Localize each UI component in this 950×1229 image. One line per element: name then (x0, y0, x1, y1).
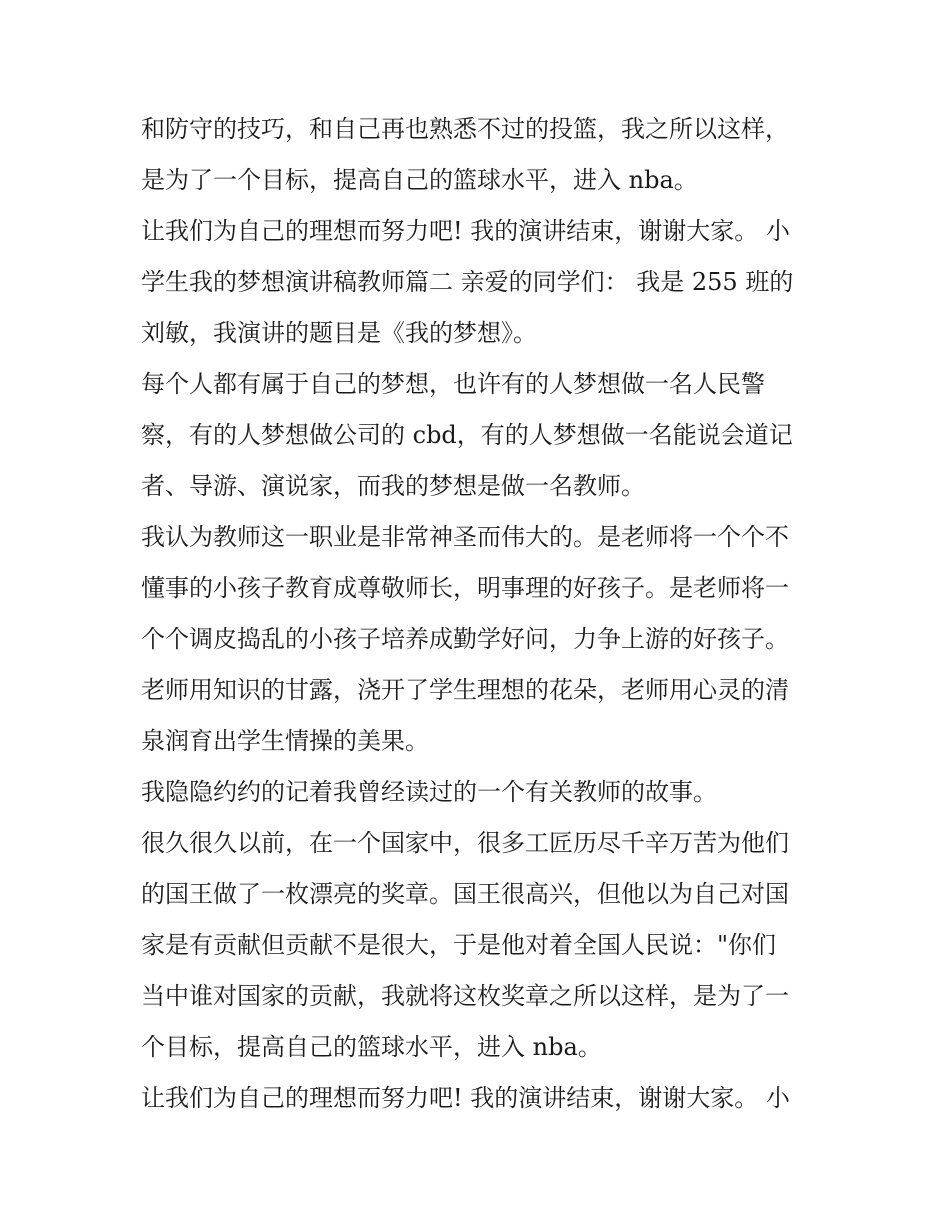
text-line: 懂事的小孩子教育成尊敬师长，明事理的好孩子。是老师将一 (141, 574, 789, 602)
text-line: 我认为教师这一职业是非常神圣而伟大的。是老师将一个个不 (141, 523, 789, 551)
text-line: 是为了一个目标，提高自己的篮球水平，进入 nba。 (141, 166, 698, 194)
text-line: 让我们为自己的理想而努力吧! 我的演讲结束，谢谢大家。 小 (141, 217, 790, 245)
body-text (141, 104, 821, 1124)
text-line: 的国王做了一枚漂亮的奖章。国王很高兴，但他以为自己对国 (141, 880, 789, 908)
text-line: 让我们为自己的理想而努力吧! 我的演讲结束，谢谢大家。 小 (141, 1084, 790, 1112)
text-line: 察，有的人梦想做公司的 cbd，有的人梦想做一名能说会道记 (141, 421, 793, 449)
text-line: 学生我的梦想演讲稿教师篇二 亲爱的同学们： 我是 255 班的 (141, 268, 794, 296)
text-line: 个个调皮捣乱的小孩子培养成勤学好问，力争上游的好孩子。 (141, 625, 789, 653)
text-line: 者、导游、演说家，而我的梦想是做一名教师。 (141, 472, 645, 500)
text-line: 和防守的技巧，和自己再也熟悉不过的投篮，我之所以这样， (141, 115, 789, 143)
text-line: 老师用知识的甘露，浇开了学生理想的花朵，老师用心灵的清 (141, 676, 789, 704)
text-line: 个目标，提高自己的篮球水平，进入 nba。 (141, 1033, 602, 1061)
text-line: 家是有贡献但贡献不是很大，于是他对着全国人民说："你们 (141, 931, 777, 959)
text-line: 很久很久以前，在一个国家中，很多工匠历尽千辛万苦为他们 (141, 829, 789, 857)
text-line: 泉润育出学生情操的美果。 (141, 727, 429, 755)
text-line: 每个人都有属于自己的梦想，也许有的人梦想做一名人民警 (141, 370, 765, 398)
text-line: 当中谁对国家的贡献，我就将这枚奖章之所以这样，是为了一 (141, 982, 789, 1010)
text-line: 我隐隐约约的记着我曾经读过的一个有关教师的故事。 (141, 778, 717, 806)
text-line: 刘敏，我演讲的题目是《我的梦想》。 (141, 319, 537, 347)
